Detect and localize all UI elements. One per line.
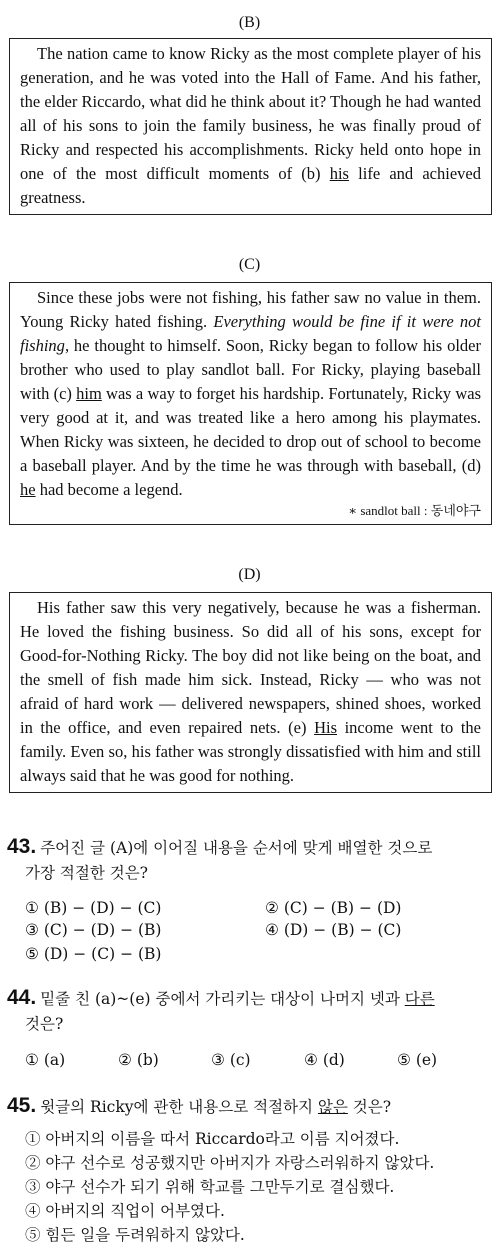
question-43 [7,834,492,886]
passage-c-part: had become a legend. [35,480,183,499]
question-underlined: 않은 [317,1098,348,1116]
question-text: 윗글의 Ricky에 관한 내용으로 적절하지 [40,1098,318,1116]
section-c-label: (C) [238,256,261,273]
passage-c-box [9,282,492,525]
q45-option-3[interactable]: ③ 야구 선수가 되기 위해 학교를 그만두기로 결심했다. [25,1178,395,1196]
underlined-c: him [76,384,102,403]
passage-c-part: was a way to forget his hardship. Fortunately, Ricky was very good at it, and was treated like a hero among his playmates. When Ricky was sixteen, he decided to drop out of school to become a baseball player. And by the time he was through with baseball, (d) [20,384,481,475]
passage-b-box [9,38,492,215]
q43-option-2[interactable]: ② (C) − (B) − (D) [265,899,402,917]
q44-option-2[interactable]: ② (b) [118,1051,159,1069]
q43-option-4[interactable]: ④ (D) − (B) − (C) [265,921,402,939]
question-text: 가장 적절한 것은? [25,864,148,882]
q44-option-5[interactable]: ⑤ (e) [397,1051,438,1069]
q44-option-1[interactable]: ① (a) [25,1051,66,1069]
underlined-b: his [329,164,349,183]
passage-c-text [20,286,481,502]
q45-option-2[interactable]: ② 야구 선수로 성공했지만 아버지가 자랑스러워하지 않았다. [25,1154,435,1172]
q45-option-1[interactable]: ① 아버지의 이름을 따서 Riccardo라고 이름 지어졌다. [25,1130,400,1148]
passage-c-part: , he thought to himself. Soon, Ricky began to follow his older brother who used to play sandlot ball. For Ricky, playing baseball with (c) [20,336,481,403]
q43-option-5[interactable]: ⑤ (D) − (C) − (B) [25,945,162,963]
q45-option-4[interactable]: ④ 아버지의 직업이 어부였다. [25,1202,225,1220]
question-text: 주어진 글 (A)에 이어질 내용을 순서에 맞게 배열한 것으로 [40,839,433,857]
passage-d-part: His father saw this very negatively, because he was a fisherman. He loved the fishing business. So did all of his sons, except for Good-for-Nothing Ricky. The boy did not like being on the boat, and the smell of fish made him sick. Instead, Ricky ― who was not afraid of hard work ― delivered newspapers, shined shoes, worked in the office, and even repaired nets. (e) [20,598,481,737]
question-number: 44. [7,986,37,1009]
question-text: 밑줄 친 (a)~(e) 중에서 가리키는 대상이 나머지 넷과 [40,990,405,1008]
question-underlined: 다른 [404,990,435,1008]
section-b-label: (B) [238,14,261,31]
section-d-label: (D) [238,566,261,583]
q43-option-3[interactable]: ③ (C) − (D) − (B) [25,921,162,939]
question-45 [7,1093,492,1120]
question-number: 45. [7,1094,37,1117]
passage-b-text [20,42,481,210]
q44-option-3[interactable]: ③ (c) [211,1051,251,1069]
italic-thought: Everything would be fine if it were not fishing [20,312,481,355]
q45-option-5[interactable]: ⑤ 힘든 일을 두려워하지 않았다. [25,1226,245,1244]
question-number: 43. [7,835,37,858]
passage-d-part: income went to the family. Even so, his father was strongly dissatisfied with him and still always said that he was good for nothing. [20,718,481,785]
passage-d-text [20,596,481,788]
q44-option-4[interactable]: ④ (d) [304,1051,345,1069]
passage-b-part: The nation came to know Ricky as the most complete player of his generation, and he was voted into the Hall of Fame. And his father, the elder Riccardo, what did he think about it? Though he had wanted all of his sons to join the family business, he was finally proud of Ricky and respected his accomplishments. Ricky held onto hope in one of the most difficult moments of (b) [20,44,481,183]
question-44 [7,985,492,1037]
passage-d-box [9,592,492,793]
underlined-e: His [314,718,337,737]
underlined-d: he [20,480,36,499]
q43-option-1[interactable]: ① (B) − (D) − (C) [25,899,162,917]
passage-c-part: Since these jobs were not fishing, his father saw no value in them. Young Ricky hated fishing. [20,288,481,331]
footnote-sandlot: ∗ sandlot ball : 동네야구 [348,503,481,518]
question-text: 것은? [347,1098,392,1116]
passage-b-part: life and achieved greatness. [20,164,481,207]
question-text: 것은? [25,1015,64,1033]
